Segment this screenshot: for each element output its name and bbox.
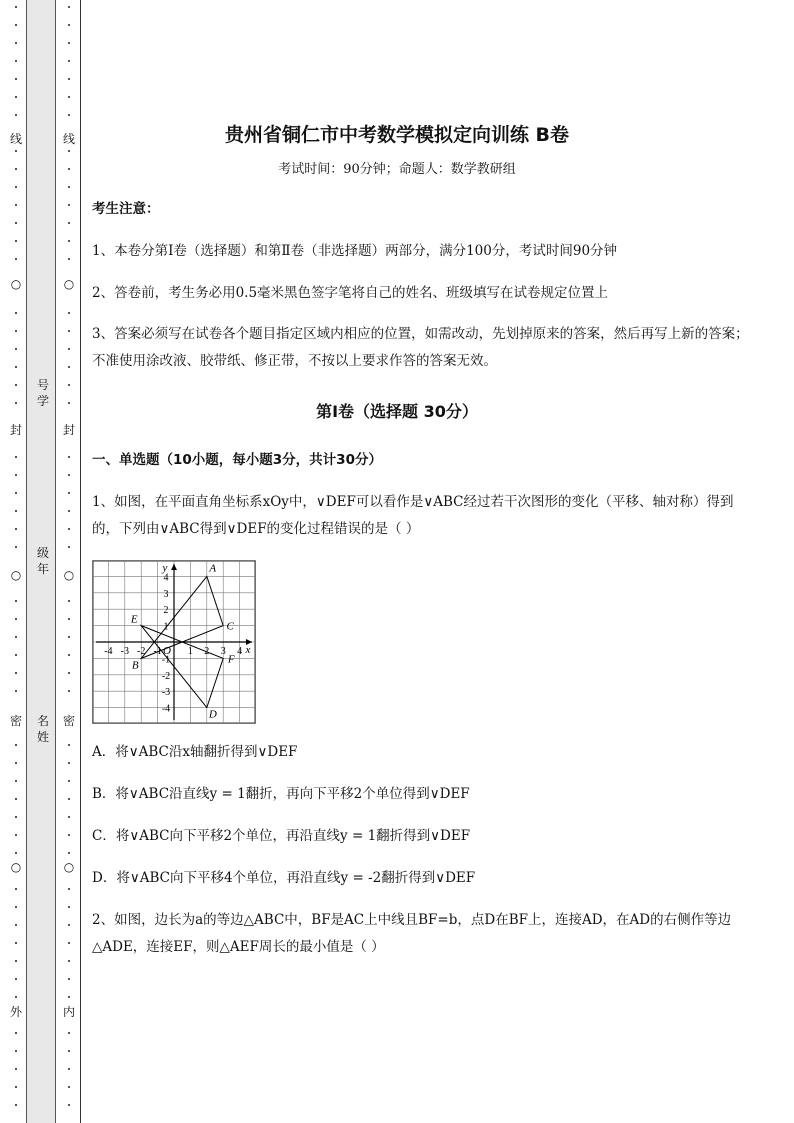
- binding-dot: [68, 888, 70, 890]
- binding-dot: [15, 654, 17, 656]
- binding-dot: [15, 96, 17, 98]
- binding-dot: [15, 114, 17, 116]
- coordinate-graph: [92, 560, 256, 724]
- binding-dot: [15, 348, 17, 350]
- x-tick-label: -3: [120, 646, 129, 657]
- binding-dot: [15, 600, 17, 602]
- binding-dot: [15, 996, 17, 998]
- binding-dot: [68, 924, 70, 926]
- binding-dot: [68, 1032, 70, 1034]
- binding-dot: [15, 528, 17, 530]
- inner-mark-circle: ○: [63, 277, 75, 291]
- binding-dot: [68, 906, 70, 908]
- question-1-stem: 1、如图，在平面直角坐标系xOy中，∨DEF可以看作是∨ABC经过若干次图形的变化（平移、轴对称）得到的，下列由∨ABC得到∨DEF的变化过程错误的是（ ）: [92, 494, 734, 537]
- binding-dot: [68, 348, 70, 350]
- binding-dot: [68, 942, 70, 944]
- x-tick-label: 2: [204, 646, 210, 657]
- binding-dot: [15, 1104, 17, 1106]
- point-label-b: B: [131, 659, 139, 672]
- outer-mark-circle: ○: [10, 860, 22, 874]
- x-axis-label: x: [245, 644, 251, 656]
- point-label-f: F: [227, 653, 235, 666]
- notice-item: 1、本卷分第I卷（选择题）和第Ⅱ卷（非选择题）两部分，满分100分，考试时间90分钟: [92, 243, 618, 259]
- point-label-a: A: [209, 562, 217, 575]
- question-2-stem: 2、如图，边长为a的等边△ABC中，BF是AC上中线且BF=b，点D在BF上，连接AD，在AD的右侧作等边△ADE，连接EF，则△AEF周长的最小值是（ ）: [92, 912, 732, 955]
- binding-dot: [15, 1086, 17, 1088]
- part-heading: 一、单选题（10小题，每小题3分，共计30分）: [92, 452, 382, 468]
- inner-mark-nei: 内: [63, 1005, 76, 1019]
- y-tick-label: 4: [163, 572, 169, 584]
- binding-dot: [15, 24, 17, 26]
- binding-dot: [15, 924, 17, 926]
- y-axis-label: y: [162, 562, 168, 574]
- notice-heading: 考生注意：: [92, 201, 160, 217]
- binding-dot: [15, 456, 17, 458]
- field-name: 名姓: [36, 714, 49, 744]
- inner-mark-mi: 密: [63, 714, 76, 728]
- field-grade: 级年: [36, 546, 49, 576]
- binding-dot: [15, 780, 17, 782]
- outer-mark-mi: 密: [10, 714, 23, 728]
- point-label-c: C: [226, 620, 234, 633]
- x-tick-label: 3: [220, 646, 226, 657]
- binding-dot: [68, 852, 70, 854]
- binding-dot: [68, 456, 70, 458]
- binding-dot: [15, 222, 17, 224]
- binding-dot: [15, 474, 17, 476]
- binding-dot: [68, 222, 70, 224]
- x-tick-label: -1: [153, 646, 162, 657]
- binding-dot: [68, 150, 70, 152]
- binding-dot: [68, 1068, 70, 1070]
- origin-label: O: [163, 645, 171, 657]
- binding-dot: [68, 24, 70, 26]
- binding-dot: [68, 798, 70, 800]
- binding-dot: [15, 888, 17, 890]
- outer-mark-circle: ○: [10, 568, 22, 582]
- binding-dot: [15, 546, 17, 548]
- binding-dot: [15, 906, 17, 908]
- binding-dot: [15, 1032, 17, 1034]
- binding-dot: [15, 834, 17, 836]
- notice-item: 3、答案必须写在试卷各个题目指定区域内相应的位置，如需改动，先划掉原来的答案，然后再写上新的答案；不准使用涂改液、胶带纸、修正带，不按以上要求作答的答案无效。: [92, 326, 749, 369]
- section-title: 第I卷（选择题 30分）: [316, 402, 478, 421]
- binding-dot: [68, 1104, 70, 1106]
- binding-dot: [68, 114, 70, 116]
- binding-dot: [68, 744, 70, 746]
- binding-dot: [68, 780, 70, 782]
- binding-dot: [68, 978, 70, 980]
- x-tick-label: -2: [137, 646, 146, 657]
- binding-dot: [68, 60, 70, 62]
- y-tick-label: 1: [163, 621, 169, 633]
- binding-dot: [68, 474, 70, 476]
- binding-dot: [15, 150, 17, 152]
- outer-mark-feng: 封: [10, 423, 23, 437]
- binding-dot: [15, 78, 17, 80]
- binding-dot: [68, 996, 70, 998]
- binding-dot: [15, 942, 17, 944]
- binding-dot: [15, 618, 17, 620]
- binding-dot: [15, 240, 17, 242]
- binding-dot: [15, 798, 17, 800]
- binding-dot: [68, 78, 70, 80]
- binding-dot: [68, 600, 70, 602]
- notice-item: 2、答卷前，考生务必用0.5毫米黑色签字笔将自己的姓名、班级填写在试卷规定位置上: [92, 285, 609, 301]
- x-tick-label: 1: [187, 646, 193, 657]
- binding-dot: [68, 816, 70, 818]
- binding-dot: [15, 1068, 17, 1070]
- point-label-d: D: [208, 708, 217, 721]
- y-tick-label: -4: [161, 703, 171, 715]
- inner-mark-feng: 封: [63, 423, 76, 437]
- binding-dot: [15, 1050, 17, 1052]
- binding-dot: [68, 1086, 70, 1088]
- binding-dot: [15, 690, 17, 692]
- binding-dot: [15, 186, 17, 188]
- binding-dot: [68, 672, 70, 674]
- binding-dot: [15, 42, 17, 44]
- binding-dot: [68, 960, 70, 962]
- x-tick-label: 4: [237, 646, 243, 657]
- inner-mark-circle: ○: [63, 568, 75, 582]
- binding-dot: [15, 672, 17, 674]
- binding-dot: [68, 1050, 70, 1052]
- binding-dot: [15, 852, 17, 854]
- inner-mark-circle: ○: [63, 860, 75, 874]
- binding-dot: [15, 636, 17, 638]
- binding-dot: [68, 258, 70, 260]
- binding-dot: [15, 960, 17, 962]
- binding-dot: [68, 618, 70, 620]
- binding-dot: [15, 312, 17, 314]
- binding-dot: [15, 258, 17, 260]
- inner-mark-xian: 线: [63, 132, 76, 146]
- outer-mark-xian: 线: [10, 132, 23, 146]
- y-tick-label: 3: [163, 588, 169, 600]
- binding-dot: [15, 744, 17, 746]
- binding-dot: [68, 492, 70, 494]
- binding-dot: [68, 834, 70, 836]
- binding-dot: [68, 330, 70, 332]
- y-tick-label: -3: [161, 687, 171, 699]
- binding-dot: [15, 6, 17, 8]
- page-title: 贵州省铜仁市中考数学模拟定向训练 B卷: [224, 124, 570, 146]
- field-student-number: 号学: [36, 378, 49, 408]
- question-1-option-a: A．将∨ABC沿x轴翻折得到∨DEF: [92, 744, 298, 760]
- binding-dot: [68, 510, 70, 512]
- binding-dot: [68, 546, 70, 548]
- x-tick-label: -4: [104, 646, 113, 657]
- y-tick-label: 2: [163, 605, 169, 617]
- binding-dot: [15, 978, 17, 980]
- binding-dot: [15, 492, 17, 494]
- exam-info: 考试时间：90分钟；命题人：数学教研组: [278, 162, 516, 177]
- binding-dot: [68, 384, 70, 386]
- binding-dot: [68, 204, 70, 206]
- question-1-option-d: D．将∨ABC向下平移4个单位，再沿直线y = -2翻折得到∨DEF: [92, 870, 476, 886]
- binding-dot: [15, 762, 17, 764]
- binding-dot: [68, 654, 70, 656]
- binding-dot: [68, 366, 70, 368]
- question-1-option-b: B．将∨ABC沿直线y = 1翻折，再向下平移2个单位得到∨DEF: [92, 786, 470, 802]
- binding-dot: [15, 330, 17, 332]
- binding-dot: [68, 6, 70, 8]
- point-label-e: E: [130, 613, 138, 626]
- binding-dot: [15, 60, 17, 62]
- binding-dot: [68, 528, 70, 530]
- binding-dot: [68, 96, 70, 98]
- binding-dot: [15, 366, 17, 368]
- outer-mark-wai: 外: [10, 1005, 23, 1019]
- binding-dot: [68, 690, 70, 692]
- binding-dot: [68, 240, 70, 242]
- binding-dot: [68, 186, 70, 188]
- binding-dot: [68, 312, 70, 314]
- binding-dot: [68, 636, 70, 638]
- binding-dot: [68, 762, 70, 764]
- binding-dot: [15, 204, 17, 206]
- binding-dot: [15, 510, 17, 512]
- outer-mark-circle: ○: [10, 277, 22, 291]
- question-1-option-c: C．将∨ABC向下平移2个单位，再沿直线y = 1翻折得到∨DEF: [92, 828, 471, 844]
- y-tick-label: -1: [161, 654, 171, 666]
- binding-dot: [15, 384, 17, 386]
- binding-dot: [15, 816, 17, 818]
- y-tick-label: -2: [161, 670, 171, 682]
- binding-dot: [68, 42, 70, 44]
